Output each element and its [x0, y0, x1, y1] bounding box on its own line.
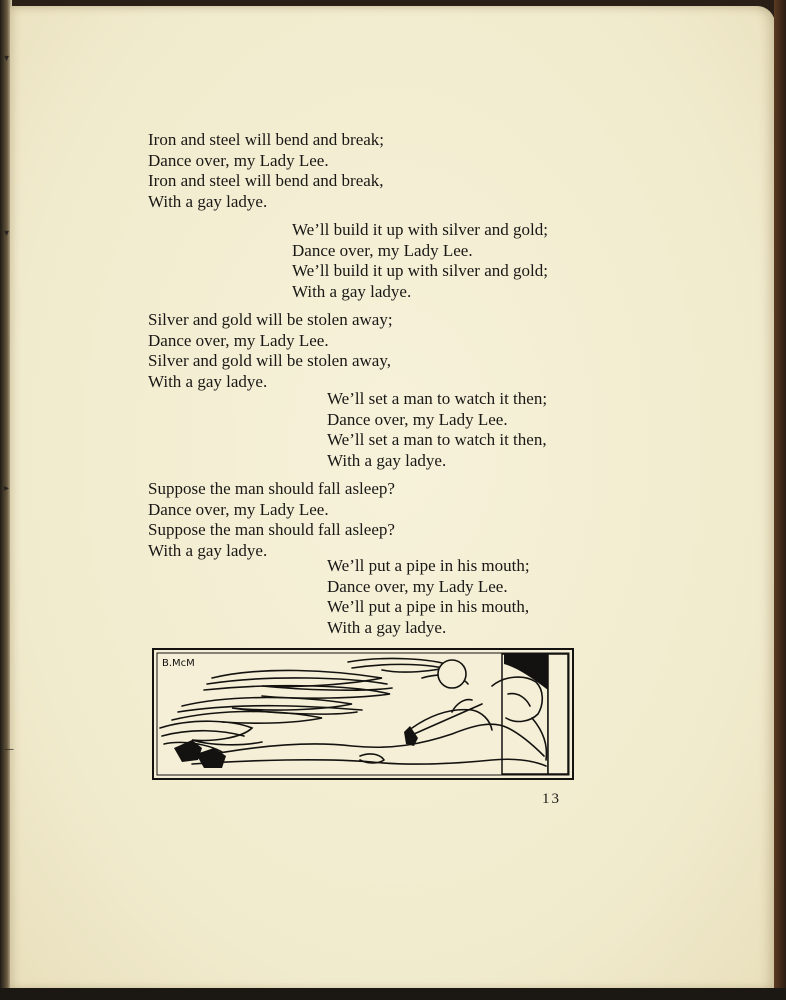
stanza-3 — [148, 310, 393, 392]
verse-line: Dance over, my Lady Lee. — [148, 330, 329, 350]
margin-mark: ▾ — [4, 228, 10, 239]
stanza-1 — [148, 130, 384, 212]
verse-line: Iron and steel will bend and break; — [148, 130, 385, 149]
verse-line: With a gay ladye. — [327, 450, 447, 470]
verse-line: We’ll put a pipe in his mouth; — [327, 556, 530, 575]
stanza-2 — [292, 220, 548, 302]
verse-line: Dance over, my Lady Lee. — [327, 409, 508, 429]
book-bottom-edge — [0, 988, 786, 1000]
margin-mark: — — [4, 744, 14, 755]
book-page — [10, 6, 775, 990]
verse-line: We’ll build it up with silver and gold; — [292, 220, 548, 239]
verse-line: Iron and steel will bend and break, — [148, 171, 384, 190]
verse-line: Silver and gold will be stolen away, — [148, 351, 391, 370]
stanza-5 — [148, 479, 395, 561]
verse-line: Dance over, my Lady Lee. — [148, 150, 329, 170]
verse-line: Dance over, my Lady Lee. — [327, 576, 508, 596]
verse-line: We’ll build it up with silver and gold; — [292, 261, 548, 280]
verse-line: Dance over, my Lady Lee. — [148, 499, 329, 519]
sleeping-man-smoking-pipe-icon — [152, 648, 574, 780]
verse-line: With a gay ladye. — [327, 617, 447, 637]
verse-line: Dance over, my Lady Lee. — [292, 240, 473, 260]
margin-mark: ▾ — [4, 53, 10, 64]
stanza-4 — [327, 389, 547, 471]
verse-line: With a gay ladye. — [148, 371, 268, 391]
verse-line: With a gay ladye. — [148, 191, 268, 211]
verse-line: We’ll set a man to watch it then, — [327, 430, 547, 449]
monogram: B.McM — [162, 658, 195, 669]
verse-line: With a gay ladye. — [292, 281, 412, 301]
verse-line: We’ll set a man to watch it then; — [327, 389, 548, 408]
verse-line: Suppose the man should fall asleep? — [148, 479, 395, 498]
page-number: 13 — [542, 791, 561, 807]
book-fore-edge — [774, 0, 786, 1000]
margin-mark: ▸ — [4, 483, 10, 494]
verse-line: With a gay ladye. — [148, 540, 268, 560]
verse-line: We’ll put a pipe in his mouth, — [327, 597, 530, 616]
stanza-6 — [327, 556, 530, 638]
verse-line: Suppose the man should fall asleep? — [148, 520, 395, 539]
verse-line: Silver and gold will be stolen away; — [148, 310, 393, 329]
